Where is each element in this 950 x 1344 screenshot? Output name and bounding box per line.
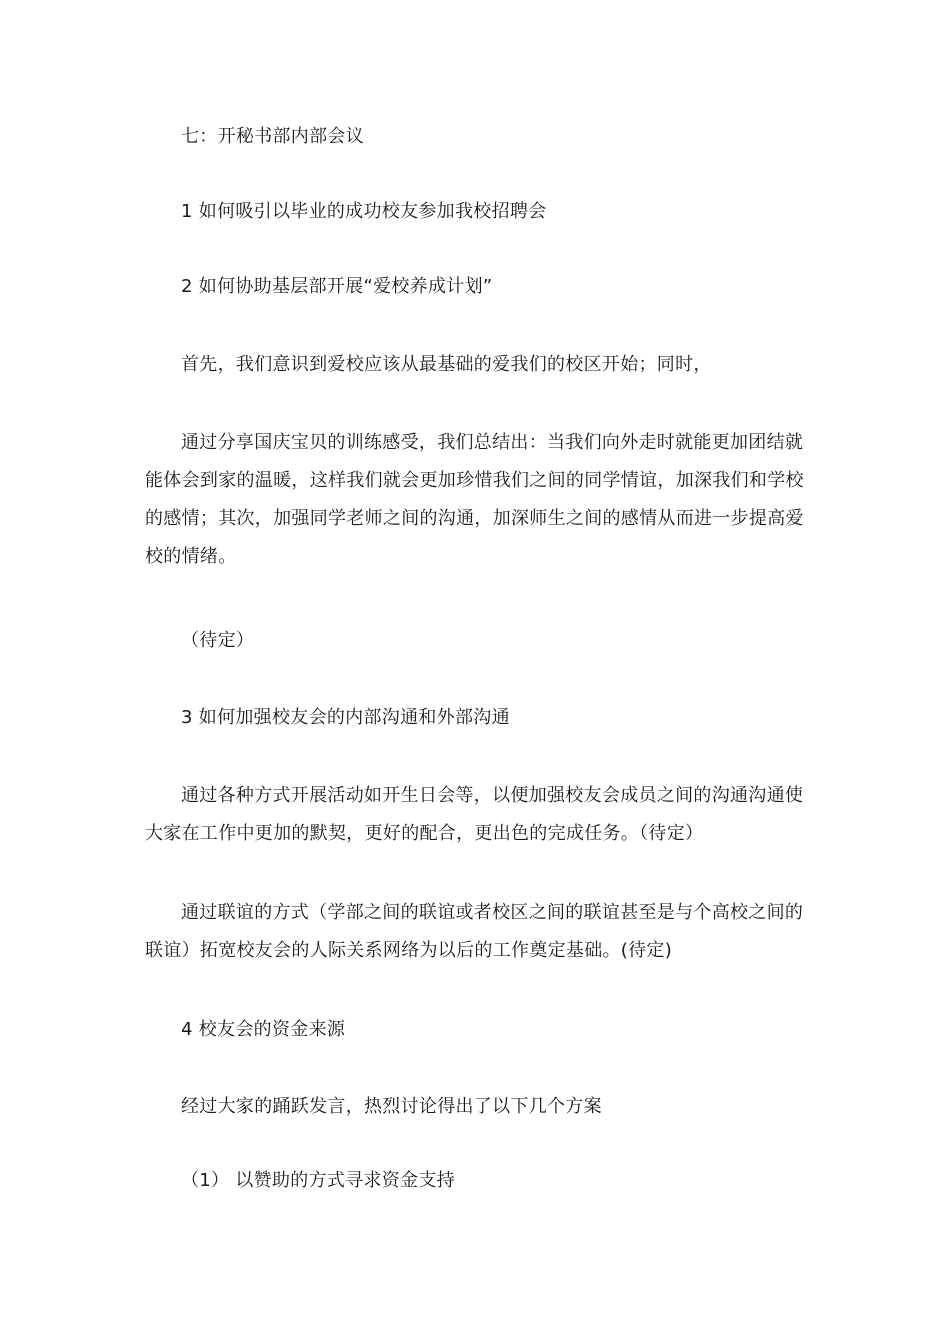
section-heading: 七：开秘书部内部会议: [181, 126, 364, 147]
body-paragraph: 通过联谊的方式（学部之间的联谊或者校区之间的联谊甚至是与个高校之间的联谊）拓宽校友会的人际关系网络为以后的工作奠定基础。(待定): [145, 902, 804, 961]
body-paragraph: 首先，我们意识到爱校应该从最基础的爱我们的校区开始；同时，: [181, 354, 712, 375]
option-item: （1） 以赞助的方式寻求资金支持: [181, 1170, 455, 1191]
body-paragraph: 通过各种方式开展活动如开生日会等，以便加强校友会成员之间的沟通沟通使大家在工作中更加的默契，更好的配合，更出色的完成任务。（待定）: [145, 785, 804, 844]
agenda-item-1: 1 如何吸引以毕业的成功校友参加我校招聘会: [181, 201, 547, 222]
agenda-item-3: 3 如何加强校友会的内部沟通和外部沟通: [181, 707, 510, 728]
agenda-item-2: 2 如何协助基层部开展“爱校养成计划”: [181, 276, 493, 297]
body-paragraph: 经过大家的踊跃发言，热烈讨论得出了以下几个方案: [181, 1096, 602, 1117]
body-paragraph: 通过分享国庆宝贝的训练感受，我们总结出：当我们向外走时就能更加团结就能体会到家的温暖，这样我们就会更加珍惜我们之间的同学情谊，加深我们和学校的感情；其次，加强同学老师之间的沟通，加深师生之间的感情从而进一步提高爱校的情绪。: [145, 432, 804, 567]
agenda-item-4: 4 校友会的资金来源: [181, 1019, 346, 1040]
pending-note: （待定）: [181, 630, 255, 651]
